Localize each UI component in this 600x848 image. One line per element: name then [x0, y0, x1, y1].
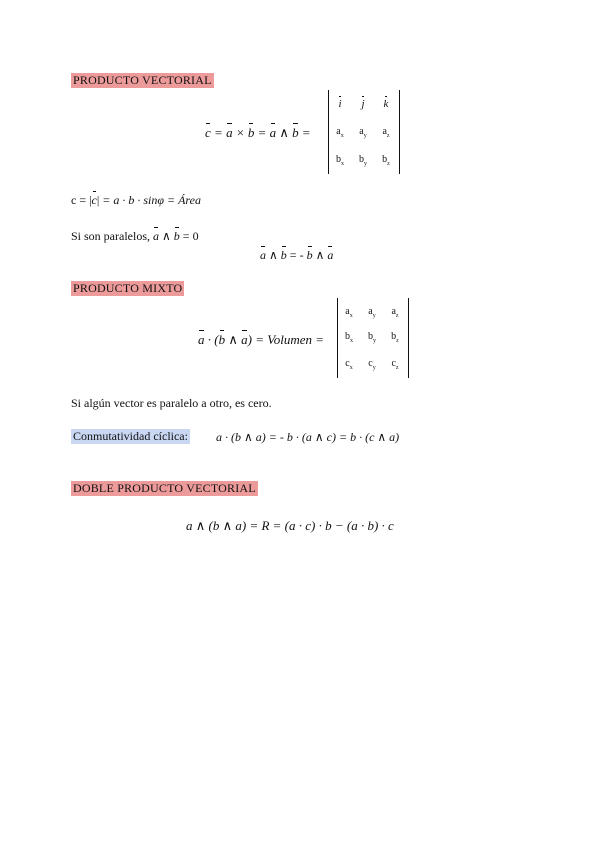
mixed-product-determinant: $a_x$ $a_y$ $a_z$ $b_x$ $b_y$ $b_z$ $c_x$ $c_y$ $c_z$ — [337, 298, 409, 378]
mixed-product-formula: a · (b ∧ a) = Volumen = — [198, 332, 325, 347]
parallel-vectors-line: Si son paralelos, a ∧ b = 0 — [71, 229, 199, 243]
cross-product-magnitude: c = |c| = a · b · sinφ = Área — [71, 193, 201, 207]
cyclic-commutativity-formula: a · (b ∧ a) = - b · (a ∧ c) = b · (c ∧ a) — [216, 430, 400, 444]
section-heading-producto-vectorial: PRODUCTO VECTORIAL — [73, 73, 212, 87]
anticommutativity-formula: a ∧ b = - b ∧ a — [260, 248, 334, 262]
cross-product-formula: c = a × b = a ∧ b = — [205, 125, 311, 140]
mixed-product-note: Si algún vector es paralelo a otro, es cero. — [71, 396, 272, 410]
double-product-formula: a ∧ (b ∧ a) = R = (a · c) · b − (a · b) · c — [186, 518, 394, 533]
section-heading-producto-mixto: PRODUCTO MIXTO — [73, 281, 183, 295]
section-heading-doble-producto: DOBLE PRODUCTO VECTORIAL — [73, 481, 256, 495]
cyclic-commutativity-label: Conmutatividad cíclica: — [73, 429, 188, 443]
cross-product-determinant: i j k $a_x$ $a_y$ $a_z$ $b_x$ $b_y$ $b_z$ — [328, 90, 400, 174]
